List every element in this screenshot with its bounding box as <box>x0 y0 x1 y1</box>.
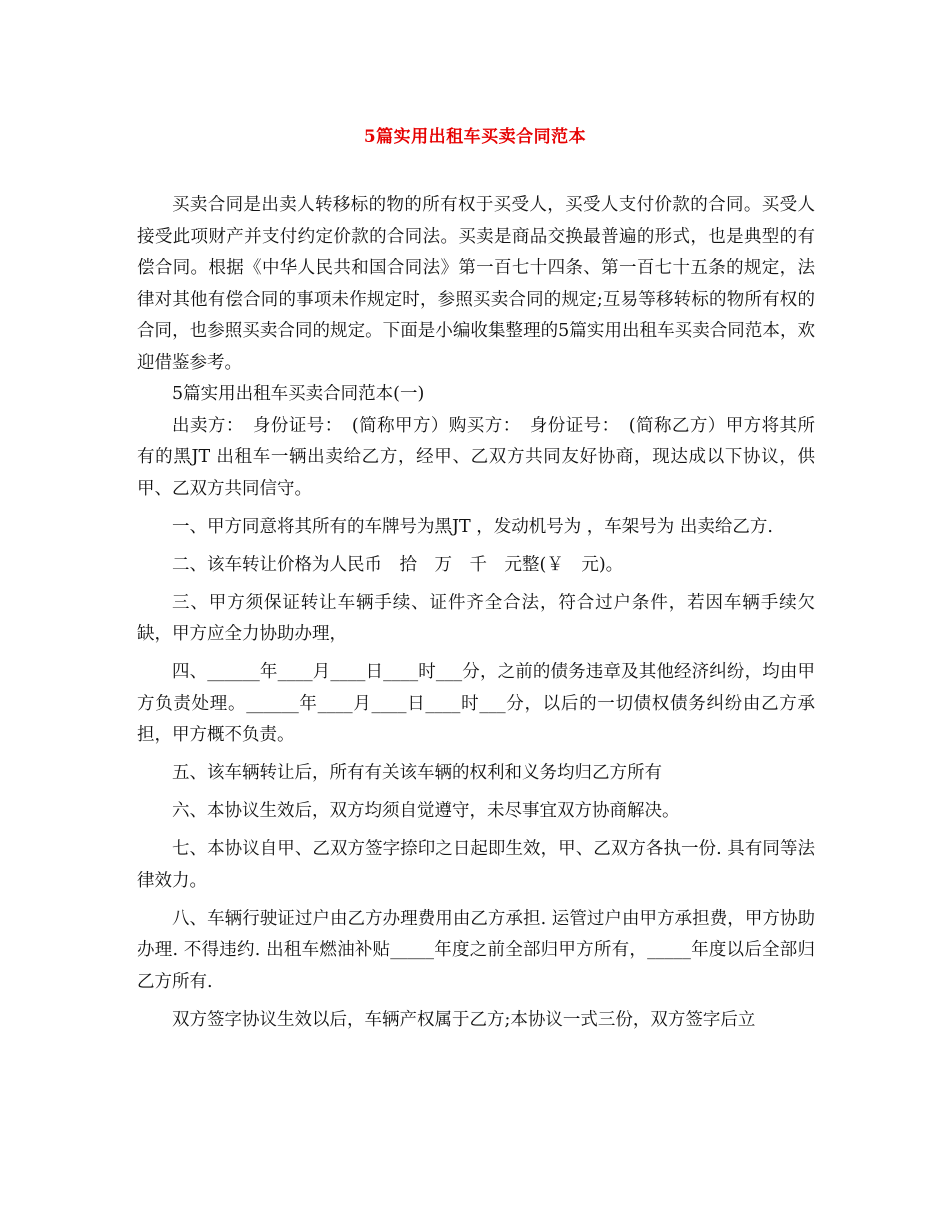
intro-paragraph: 买卖合同是出卖人转移标的物的所有权于买受人，买受人支付价款的合同。买受人接受此项财产并支付约定价款的合同法。买卖是商品交换最普遍的形式，也是典型的有偿合同。根据《中华人民共和国合同法》第一百七十四条、第一百七十五条的规定，法律对其他有偿合同的事项未作规定时，参照买卖合同的规定;互易等移转标的物所有权的合同，也参照买卖合同的规定。下面是小编收集整理的5篇实用出租车买卖合同范本，欢迎借鉴参考。 <box>137 195 815 373</box>
document-body <box>137 190 815 1043</box>
document-title: 5篇实用出租车买卖合同范本 <box>363 127 587 147</box>
clause-2: 二、该车转让价格为人民币 拾 万 千 元整(￥ 元)。 <box>172 554 624 575</box>
clause-1: 一、甲方同意将其所有的车牌号为黑JT ，发动机号为 ，车架号为 出卖给乙方. <box>172 516 773 537</box>
parties-paragraph: 出卖方： 身份证号： (简称甲方）购买方： 身份证号： (简称乙方）甲方将其所有的黑JT 出租车一辆出卖给乙方，经甲、乙双方共同友好协商，现达成以下协议，供甲、乙双方共同信守。 <box>137 415 815 499</box>
clause-7: 七、本协议自甲、乙双方签字捺印之日起即生效，甲、乙双方各执一份. 具有同等法律效力。 <box>137 839 815 891</box>
section-heading: 5篇实用出租车买卖合同范本(一) <box>172 384 425 404</box>
closing-paragraph: 双方签字协议生效以后，车辆产权属于乙方;本协议一式三份，双方签字后立 <box>172 1009 756 1030</box>
clause-5: 五、该车辆转让后，所有有关该车辆的权利和义务均归乙方所有 <box>172 763 662 783</box>
clause-6: 六、本协议生效后，双方均须自觉遵守，未尽事宜双方协商解决。 <box>172 801 680 821</box>
clause-3: 三、甲方须保证转让车辆手续、证件齐全合法，符合过户条件，若因车辆手续欠缺，甲方应全力协助办理， <box>137 592 815 644</box>
clause-4: 四、______年____月____日____时___分，之前的债务违章及其他经济纠纷，均由甲方负责处理。______年____月____日____时___分，以后的一切债权债务纠纷由乙方承担，甲方概不负责。 <box>137 662 815 745</box>
clause-8: 八、车辆行驶证过户由乙方办理费用由乙方承担. 运管过户由甲方承担费，甲方协助办理. 不得违约. 出租车燃油补贴_____年度之前全部归甲方所有，_____年度以后全部归乙方所有. <box>137 908 815 992</box>
